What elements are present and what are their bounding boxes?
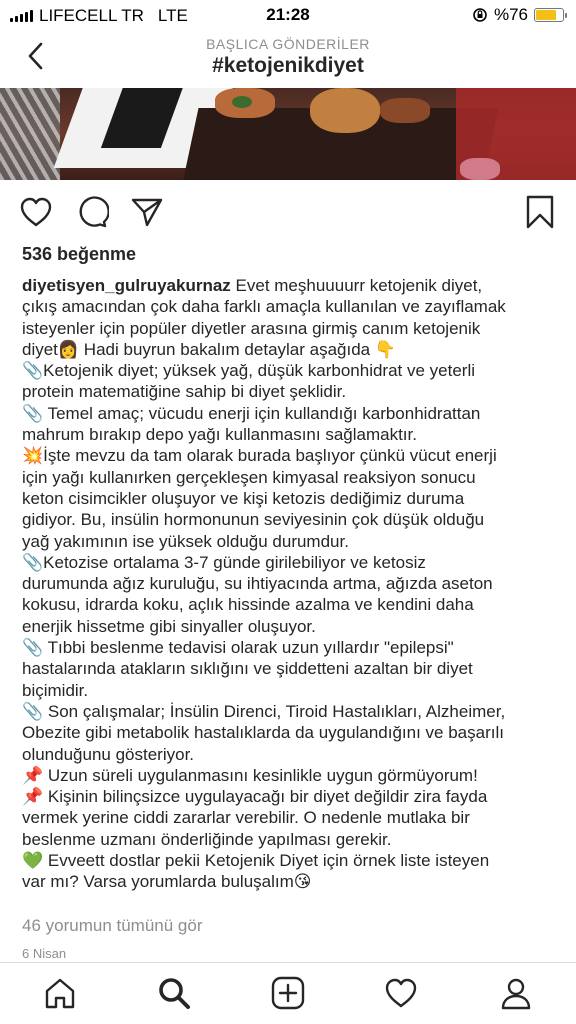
caption-line [22, 658, 558, 679]
caption-text: mahrum bırakıp depo yağı kullanmasını sağlamaktır. [22, 425, 417, 445]
nav-header [0, 30, 576, 88]
caption-text: diyet👩 Hadi buyrun bakalım detaylar aşağıda 👇 [22, 339, 397, 359]
caption-line [22, 871, 558, 892]
caption-text: var mı? Varsa yorumlarda buluşalım😘 [22, 872, 312, 892]
likes-count[interactable]: 536 beğenme [22, 244, 137, 264]
caption-text: çıkış amacından çok daha farklı amaçla kullanılan ve zayıflamak [22, 297, 506, 317]
caption-line [22, 445, 558, 466]
caption-text: 📎Ketojenik diyet; yüksek yağ, düşük karbonhidrat ve yeterli [22, 361, 476, 381]
tab-profile[interactable] [496, 973, 536, 1013]
caption-text: isteyenler için popüler diyetler arasına girmiş canım ketojenik [22, 318, 481, 338]
caption-text: Evet meşhuuuurr ketojenik diyet, [230, 276, 483, 295]
home-icon [43, 976, 77, 1010]
caption-line [22, 744, 558, 765]
header-subtitle: BAŞLICA GÖNDERİLER [206, 36, 370, 52]
status-time: 21:28 [266, 5, 310, 24]
caption-text: olunduğunu gösteriyor. [22, 744, 195, 764]
caption-text: Obezite gibi metabolik hastalıklarda da uygulandığını ve başarılı [22, 723, 504, 743]
paper-plane-icon [130, 195, 164, 229]
caption-line [22, 296, 558, 317]
post-caption [22, 275, 558, 893]
caption-text: 📎 Son çalışmalar; İnsülin Direnci, Tiroid Hastalıkları, Alzheimer, [22, 701, 506, 721]
caption-line [22, 531, 558, 552]
profile-icon [499, 976, 533, 1010]
search-icon [157, 976, 191, 1010]
caption-line [22, 722, 558, 743]
post-image[interactable] [0, 88, 576, 180]
tab-search[interactable] [154, 973, 194, 1013]
caption-line [22, 318, 558, 339]
caption-text: keton cisimcikler oluşuyor ve kişi ketozis dediğimiz duruma [22, 488, 465, 508]
caption-line [22, 765, 558, 786]
comment-icon [75, 195, 109, 229]
tab-add-post[interactable] [268, 973, 308, 1013]
save-button[interactable] [522, 194, 558, 230]
caption-line [22, 850, 558, 871]
caption-text: yağ yakımının ise yüksek olduğu durumdur. [22, 531, 349, 551]
caption-line [22, 467, 558, 488]
share-button[interactable] [129, 194, 165, 230]
image-food [460, 158, 500, 180]
caption-text: durumunda ağız kuruluğu, su ihtiyacında artma, ağızda aseton [22, 574, 493, 594]
caption-text: gidiyor. Bu, insülin hormonunun seviyesinin çok düşük olduğu [22, 510, 485, 530]
caption-text: biçimidir. [22, 680, 89, 700]
heart-icon [19, 196, 53, 228]
caption-line [22, 637, 558, 658]
caption-username[interactable]: diyetisyen_gulruyakurnaz [22, 276, 231, 295]
caption-text: 📌 Uzun süreli uygulanmasını kesinlikle uygun görmüyorum! [22, 765, 478, 785]
caption-text: kokusu, idrarda koku, açlık hissinde azalma ve kendini daha [22, 595, 474, 615]
status-right [472, 5, 564, 25]
add-post-icon [271, 976, 305, 1010]
caption-line [22, 786, 558, 807]
caption-text: vermek yerine ciddi zararlar verebilir. O nedenle mutlaka bir [22, 808, 470, 828]
caption-line [22, 701, 558, 722]
tab-home[interactable] [40, 973, 80, 1013]
caption-line [22, 829, 558, 850]
orientation-lock-icon [472, 7, 488, 23]
caption-text: için yağı kullanırken gerçekleşen kimyasal reaksiyon sonucu [22, 467, 476, 487]
post-actions [0, 190, 576, 234]
status-left [10, 6, 188, 26]
caption-line [22, 594, 558, 615]
caption-line [22, 616, 558, 637]
caption-line [22, 509, 558, 530]
caption-line [22, 680, 558, 701]
tab-activity[interactable] [381, 973, 421, 1013]
caption-line [22, 807, 558, 828]
activity-heart-icon [384, 977, 418, 1009]
caption-line [22, 360, 558, 381]
caption-line [22, 424, 558, 445]
caption-line [22, 552, 558, 573]
caption-text: protein matematiğine sahip bi diyet şeklidir. [22, 382, 347, 402]
carrier-name: LIFECELL TR [39, 6, 144, 25]
battery-icon [534, 8, 564, 22]
header-title: #ketojenikdiyet [212, 54, 364, 77]
view-comments-link[interactable]: 46 yorumun tümünü gör [22, 916, 203, 935]
network-type: LTE [157, 6, 188, 25]
bookmark-icon [525, 195, 555, 229]
caption-text: enerjik hissetme gibi sinyaller oluşuyor. [22, 616, 316, 636]
caption-line [22, 488, 558, 509]
post-date: 6 Nisan [22, 946, 67, 961]
caption-text: 📌 Kişinin bilinçsizce uygulayacağı bir diyet değildir zira fayda [22, 787, 488, 807]
caption-line [22, 403, 558, 424]
caption-text: 📎 Temel amaç; vücudu enerji için kullandığı karbonhidrattan [22, 403, 481, 423]
status-bar [0, 0, 576, 30]
signal-icon [10, 10, 33, 22]
image-fork [0, 88, 60, 180]
caption-line [22, 339, 558, 360]
caption-line [22, 573, 558, 594]
caption-line [22, 381, 558, 402]
tab-bar [0, 962, 576, 1024]
battery-percent: %76 [493, 5, 528, 24]
image-leaf [232, 96, 252, 108]
caption-text: hastalarında atakların sıklığını ve şiddetteni azaltan bir diyet [22, 659, 473, 679]
caption-text: 📎Ketozise ortalama 3-7 günde girilebiliyor ve ketosiz [22, 552, 426, 572]
caption-text: beslenme uzmanı önderliğinde yapılması gerekir. [22, 829, 392, 849]
battery-level [536, 10, 556, 20]
image-food [380, 98, 430, 123]
caption-line [22, 275, 558, 296]
caption-text: 💚 Evveett dostlar pekii Ketojenik Diyet için örnek liste isteyen [22, 851, 490, 871]
comment-button[interactable] [74, 194, 110, 230]
image-food [310, 88, 380, 133]
caption-text: 💥İşte mevzu da tam olarak burada başlıyor çünkü vücut enerji [22, 446, 497, 466]
caption-text: 📎 Tıbbi beslenme tedavisi olarak uzun yıllardır "epilepsi" [22, 638, 454, 658]
like-button[interactable] [18, 194, 54, 230]
